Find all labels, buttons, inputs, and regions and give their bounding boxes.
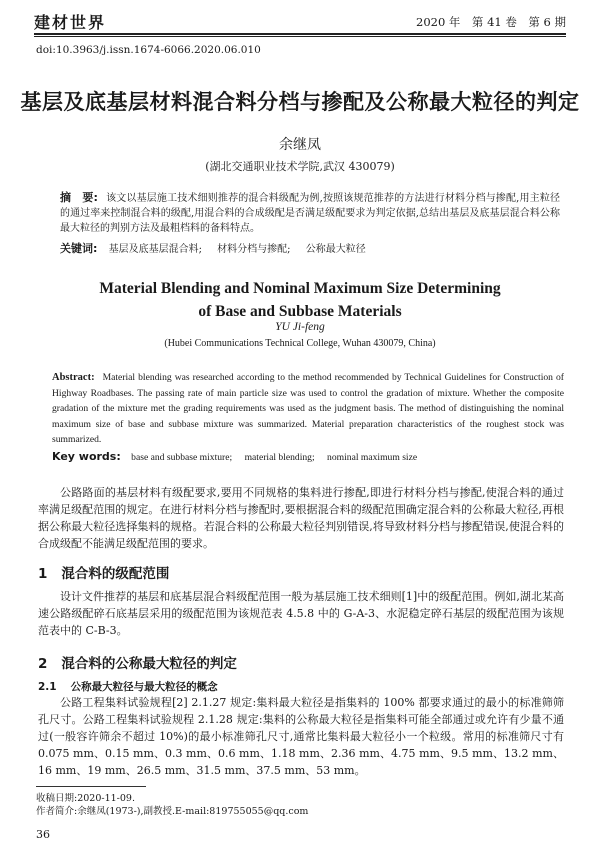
section-2-number: 2 [38, 656, 48, 672]
subsection-2-1-heading [38, 679, 218, 694]
keywords-cn-label: 关键词: [60, 242, 98, 255]
keyword-cn: 公称最大粒径 [305, 244, 366, 255]
section-1-heading [38, 562, 169, 582]
abstract-en-label: Abstract: [52, 372, 95, 383]
abstract-cn-text: 该文以基层施工技术细则推荐的混合料级配为例,按照该规范推荐的方法进行材料分档与掺配,用主粒径的通过率来控制混合料的级配,用混合料的合成级配是否满足级配要求为判定依据,总结出基层及底基层混合料公称最大粒径的判别方法及最粗档料的备料特点。 [60, 193, 560, 234]
issue-info: 2020 年 第 41 卷 第 6 期 [416, 15, 566, 29]
section-2-title: 混合料的公称最大粒径的判定 [61, 656, 237, 672]
subsection-2-1-number: 2.1 [38, 681, 57, 693]
section-2-heading [38, 652, 237, 672]
keywords-en-label: Key words: [52, 450, 121, 463]
abstract-en [52, 370, 564, 448]
title-en-line1: Material Blending and Nominal Maximum Size Determining [99, 280, 501, 297]
page-title-en [0, 277, 600, 323]
section-1-title: 混合料的级配范围 [61, 566, 170, 582]
affiliation-en: (Hubei Communications Technical College, Wuhan 430079, China) [164, 338, 436, 349]
footnote-rule [36, 786, 146, 787]
author-cn: 余继凤 [279, 137, 321, 153]
abstract-cn [60, 190, 560, 236]
keyword-en: nominal maximum size [327, 452, 418, 463]
section-1-paragraph: 设计文件推荐的基层和底基层混合料级配范围一般为基层施工技术细则[1]中的级配范围。例如,湖北某高速公路级配碎石底基层采用的级配范围为该规范表 4.5.8 中的 G-A-3、水泥稳定碎石基层的级配范围为该规范表中的 C-B-3。 [38, 590, 564, 637]
section-2-paragraph: 公路工程集料试验规程[2] 2.1.27 规定:集料最大粒径是指集料的 100% 都要求通过的最小的标准筛筛孔尺寸。公路工程集料试验规程 2.1.28 规定:集料的公称最大粒径是指集料可能全部通过或允许有少量不通过(一般容许筛余不超过 10%)的最小标准筛孔尺寸,通常比集料最大粒径小一个粒级。常用的标准筛尺寸有 0.075 mm、0.15 mm、0.3 mm、0.6 mm、1.18 mm、2.36 mm、4.75 mm、9.5 mm、13.2 mm、16 mm、19 mm、26.5 mm、31.5 mm、37.5 mm、53 mm。 [38, 696, 564, 777]
intro-paragraph: 公路路面的基层材料有级配要求,要用不同规格的集料进行掺配,即进行材料分档与掺配,使混合料的通过率满足级配范围的规定。在进行材料分档与掺配时,要根据混合料的级配范围确定混合料的公称最大粒径,再根据公称最大粒径选择集料的规格。若混合料的公称最大粒径判别错误,将导致材料分档与掺配错误,使混合料的合成级配不能满足级配范围的要求。 [38, 486, 564, 550]
footnote-author: 作者简介:余继凤(1973-),副教授.E-mail:819755055@qq.com [36, 806, 309, 817]
keyword-cn: 基层及底基层混合料; [108, 244, 202, 255]
header-rule [34, 33, 566, 35]
header-rule-thin [34, 36, 566, 37]
page-number: 36 [36, 828, 50, 841]
journal-name: 建材世界 [34, 13, 107, 32]
footnote-received: 收稿日期:2020-11-09. [36, 793, 135, 804]
doi: doi:10.3963/j.issn.1674-6066.2020.06.010 [36, 44, 261, 56]
title-en-line2: of Base and Subbase Materials [198, 303, 402, 320]
keyword-en: base and subbase mixture; [131, 452, 233, 463]
footnotes [36, 792, 308, 818]
keyword-cn: 材料分档与掺配; [217, 244, 291, 255]
keywords-en [52, 450, 427, 463]
page-title-cn: 基层及底基层材料混合料分档与掺配及公称最大粒径的判定 [20, 90, 580, 114]
subsection-2-1-title: 公称最大粒径与最大粒径的概念 [70, 681, 218, 693]
author-en: YU Ji-feng [275, 321, 325, 333]
keyword-en: material blending; [244, 452, 315, 463]
affiliation-cn: (湖北交通职业技术学院,武汉 430079) [205, 160, 395, 173]
section-1-number: 1 [38, 566, 48, 582]
keywords-cn [60, 240, 378, 256]
abstract-en-text: Material blending was researched according to the method recommended by Technical Guidelines for Construction of Highway Roadbases. The passing rate of main particle size was used to control the gradation of mixture. Whether the composite gradation of the mixture met the grading requirements was used as the judgment basis. The method of distinguishing the nominal maximum size of base and subbase mixture was summarized. Material preparation characteristics of the roughest stock was summarized. [52, 372, 564, 445]
abstract-cn-label: 摘 要: [60, 191, 98, 204]
